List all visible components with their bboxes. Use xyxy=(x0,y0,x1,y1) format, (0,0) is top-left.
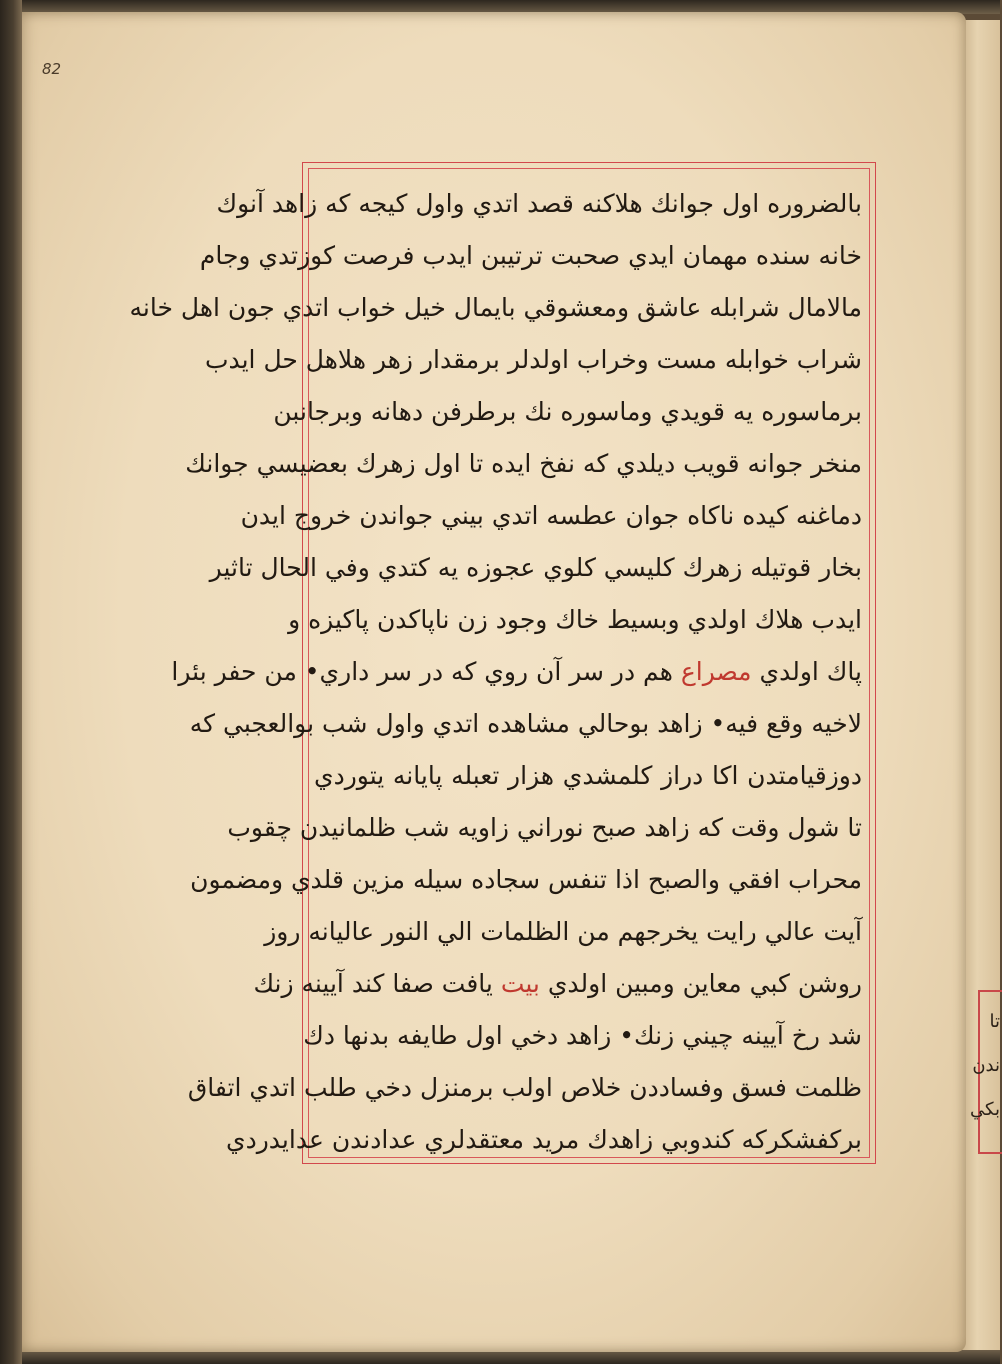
text-line: ظلمت فسق وفساددن خلاص اولب برمنزل دخي طلب اتدي اتفاق xyxy=(187,1073,862,1102)
text-line: تا شول وقت كه زاهد صبح نوراني زاويه شب ظلمانيدن چقوب xyxy=(227,813,862,842)
text-line: منخر جوانه قويب ديلدي كه نفخ ايده تا اول زهرك بعضيسي جوانك xyxy=(185,449,862,478)
text-line: ايدب هلاك اولدي وبسيط خاك وجود زن ناپاكدن پاكيزه و xyxy=(288,605,862,634)
text-line: بالضروره اول جوانك هلاكنه قصد اتدي واول كيجه كه زاهد آنوك xyxy=(216,189,862,218)
text-line: لاخيه وقع فيه• زاهد بوحالي مشاهده اتدي واول شب بوالعجبي كه xyxy=(189,709,862,738)
text-line: بركفشكركه كندوبي زاهدك مريد معتقدلري عدادندن عدايدردي xyxy=(226,1125,862,1154)
text-line xyxy=(253,958,862,1010)
line-text-continued: هم در سر آن روي كه در سر داري• من حفر بئرا xyxy=(171,657,673,686)
facing-page-text: تا ندن بكي xyxy=(970,1011,1000,1120)
text-block xyxy=(129,178,862,1154)
text-line: بخار قوتيله زهرك كليسي كلوي عجوزه يه كتدي وفي الحال تاثير xyxy=(209,553,862,582)
text-line: شراب خوابله مست وخراب اولدلر برمقدار زهر هلاهل حل ايدب xyxy=(204,345,862,374)
line-text: پاك اولدي xyxy=(759,657,862,686)
text-line: خانه سنده مهمان ايدي صحبت ترتيبن ايدب فرصت كوزتدي وجام xyxy=(199,241,862,270)
rubric-heading: مصراع xyxy=(680,657,752,686)
text-line: مالامال شرابله عاشق ومعشوقي بايمال خيل خواب اتدي جون اهل خانه xyxy=(129,293,862,322)
text-line: برماسوره يه قويدي وماسوره نك برطرفن دهانه وبرجانبن xyxy=(273,397,862,426)
folio-number: 82 xyxy=(42,60,62,78)
text-line: دوزقيامتدن اكا دراز كلمشدي هزار تعبله پايانه يتوردي xyxy=(314,761,862,790)
binding-left-edge xyxy=(0,0,22,1364)
text-line: آيت عالي رايت يخرجهم من الظلمات الي النور عاليانه روز xyxy=(264,917,862,946)
binding-bottom-edge xyxy=(0,1350,1000,1364)
line-text-continued: يافت صفا كند آيينه زنك xyxy=(253,969,493,998)
line-text: روشن كبي معاين ومبين اولدي xyxy=(547,969,862,998)
text-line: محراب افقي والصبح اذا تنفس سجاده سيله مزين قلدي ومضمون xyxy=(190,865,862,894)
text-line: شد رخ آيينه چيني زنك• زاهد دخي اول طايفه بدنها دك xyxy=(303,1021,862,1050)
text-line xyxy=(171,646,862,698)
rubric-heading: بيت xyxy=(500,969,540,998)
text-line: دماغنه كيده ناكاه جوان عطسه اتدي بيني جواندن خروج ايدن xyxy=(240,501,862,530)
